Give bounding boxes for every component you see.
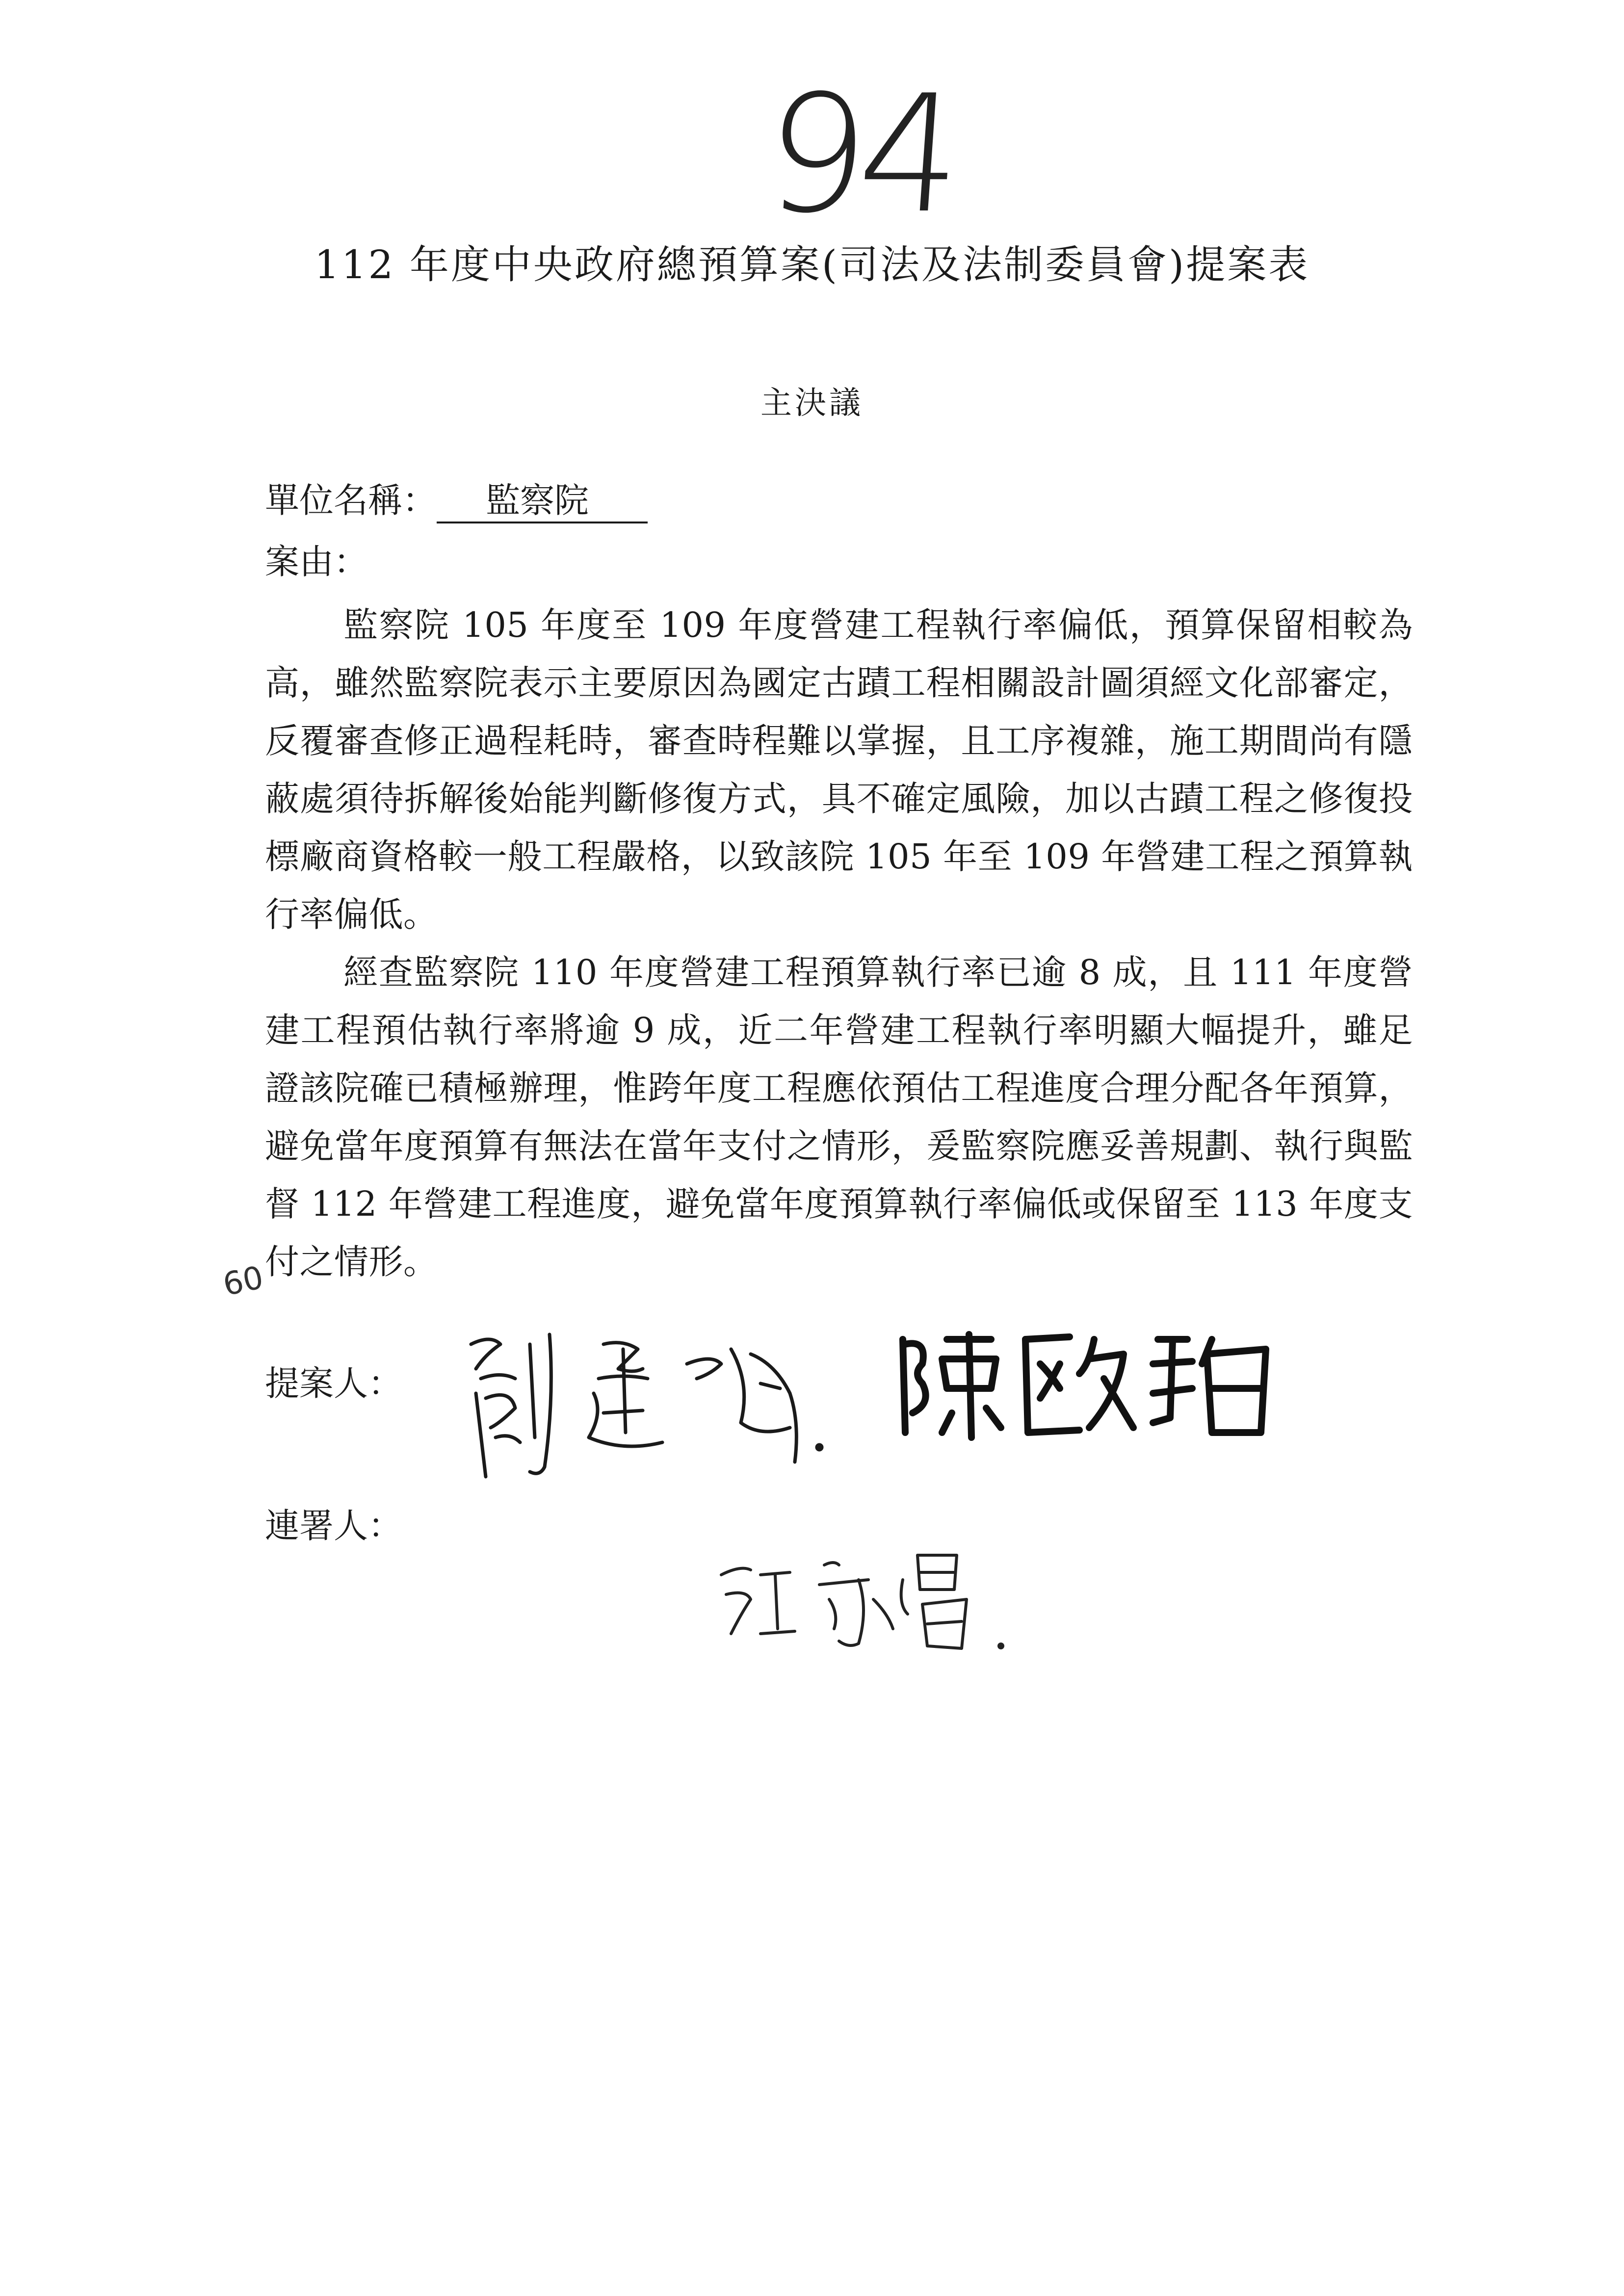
signature-proposer-1: [456, 1325, 839, 1487]
proposer-label: 提案人：: [265, 1363, 402, 1404]
cosigner-label: 連署人：: [265, 1506, 402, 1546]
document-title: 112 年度中央政府總預算案(司法及法制委員會)提案表: [314, 242, 1310, 287]
unit-value: 監察院: [437, 483, 648, 523]
signature-cosigner-1: [711, 1536, 1055, 1658]
handwritten-margin-note: 60: [220, 1259, 267, 1304]
reason-paragraph: 監察院 105 年度至 109 年度營建工程執行率偏低，預算保留相較為高，雖然監察院表示主要原因為國定古蹟工程相關設計圖須經文化部審定，反覆審查修正過程耗時，審查時程難以掌握，且工序複雜，施工期間尚有隱蔽處須待拆解後始能判斷修復方式，具不確定風險，加以古蹟工程之修復投標廠商資格較一般工程嚴格，以致該院 105 年至 109 年營建工程之預算執行率偏低。: [265, 605, 1413, 935]
unit-row: [265, 480, 648, 523]
reason-body: [265, 596, 1413, 1291]
signature-proposer-2: [893, 1320, 1285, 1447]
reason-paragraph: 經查監察院 110 年度營建工程預算執行率已逾 8 成，且 111 年度營建工程預估執行率將逾 9 成，近二年營建工程執行率明顯大幅提升，雖足證該院確已積極辦理，惟跨年度工程應依預估工程進度合理分配各年預算，避免當年度預算有無法在當年支付之情形，爰監察院應妥善規劃、執行與監督 112 年營建工程進度，避免當年度預算執行率偏低或保留至 113 年度支付之情形。: [265, 952, 1413, 1282]
document-subtitle: 主決議: [760, 385, 864, 421]
reason-label: 案由：: [265, 542, 368, 582]
page-number: 94: [759, 60, 959, 249]
unit-label: 單位名稱：: [265, 480, 437, 521]
